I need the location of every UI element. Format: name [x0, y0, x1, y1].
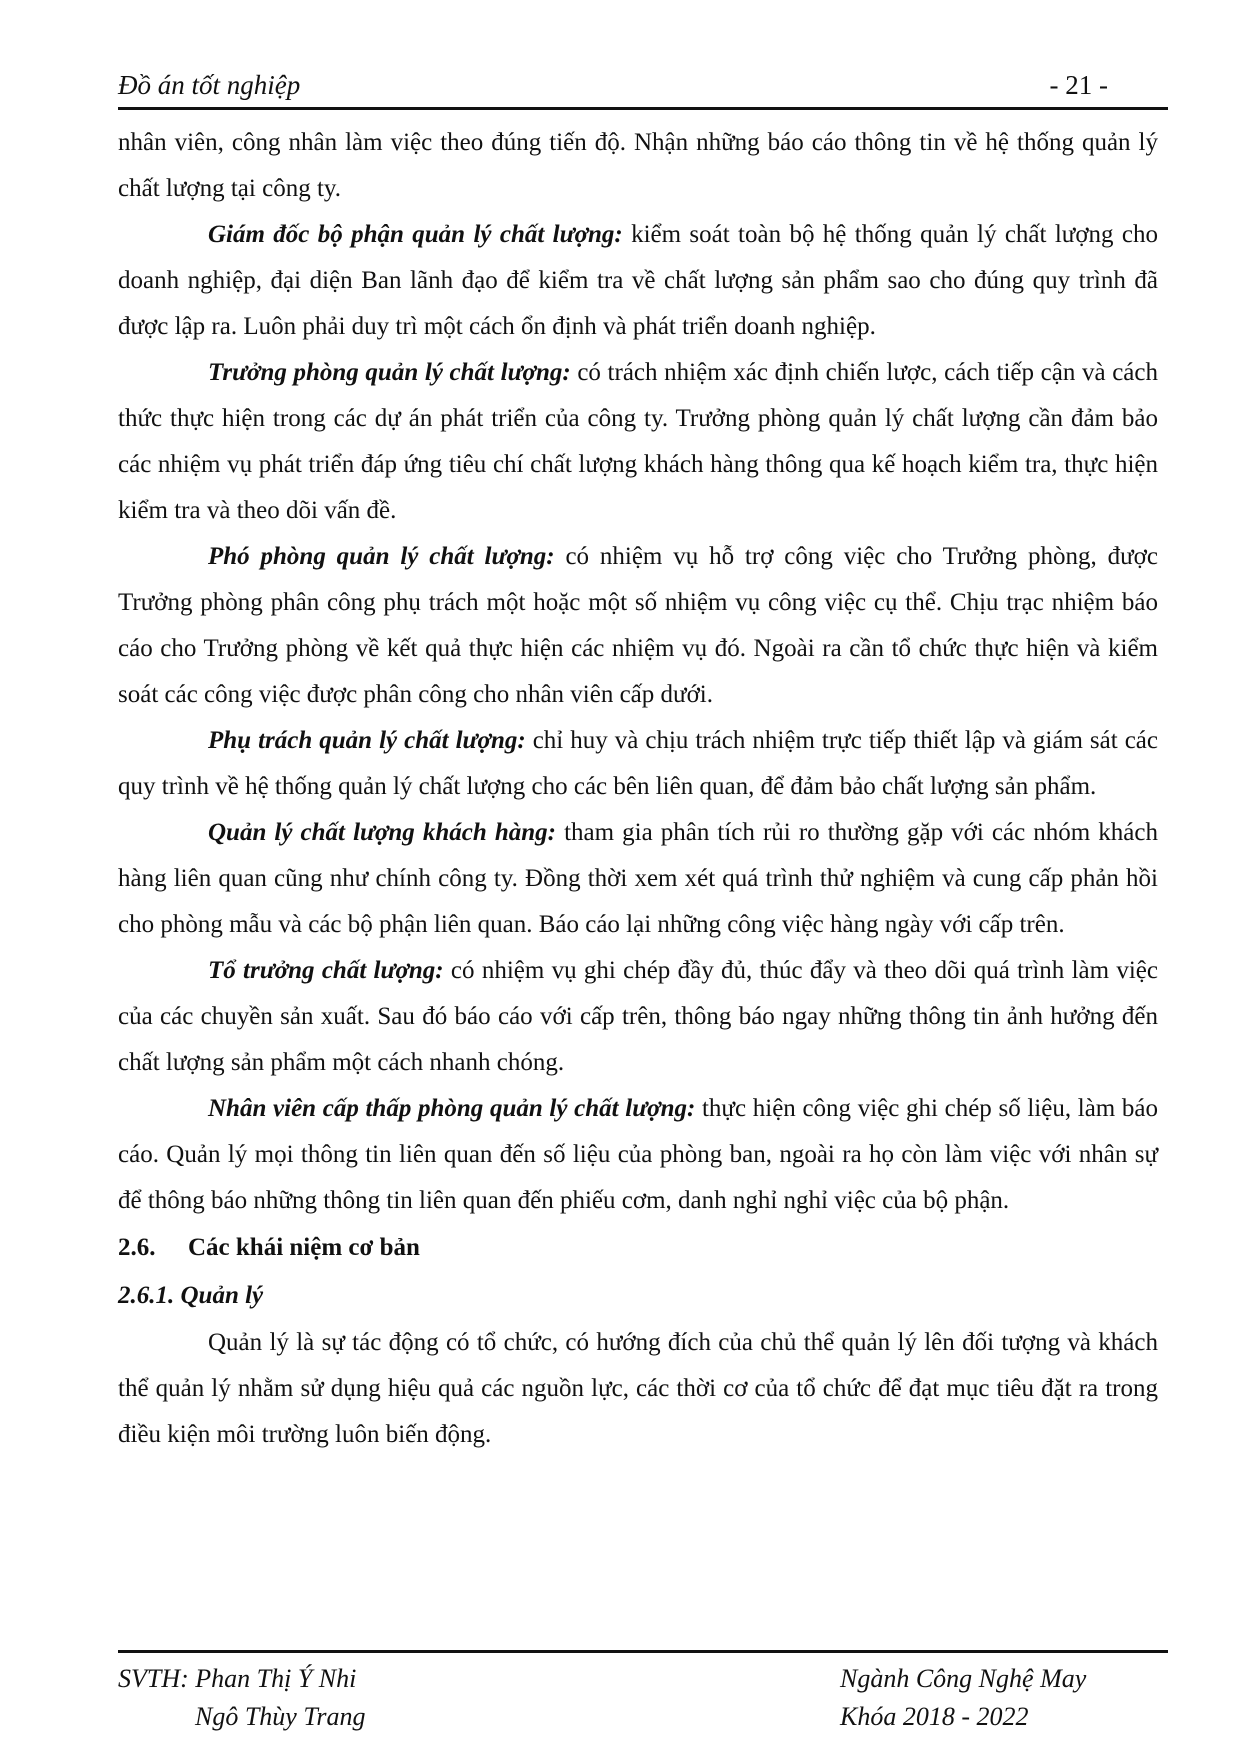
role-text: thực hiện công việc ghi chép số liệu, làm báo cáo. Quản lý mọi thông tin liên quan đến số liệu của phòng ban, ngoài ra họ còn làm việc với nhân sự để thông báo những thông tin liên quan đến phiếu cơm, danh nghỉ nghỉ việc của bộ phận.	[118, 1095, 1158, 1214]
footer-divider	[118, 1650, 1168, 1653]
role-text: có nhiệm vụ hỗ trợ công việc cho Trưởng phòng, được Trưởng phòng phân công phụ trách một hoặc một số nhiệm vụ công việc cụ thể. Chịu trạc nhiệm báo cáo cho Trưởng phòng về kết quả thực hiện các nhiệm vụ đó. Ngoài ra cần tổ chức thực hiện và kiểm soát các công việc được phân công cho nhân viên cấp dưới.	[118, 543, 1158, 708]
role-term: Phó phòng quản lý chất lượng:	[208, 543, 555, 570]
role-term: Trưởng phòng quản lý chất lượng:	[208, 359, 571, 386]
role-paragraph	[118, 718, 1158, 810]
role-paragraph	[118, 1086, 1158, 1224]
section-number: 2.6.	[118, 1234, 156, 1261]
intro-paragraph: nhân viên, công nhân làm việc theo đúng tiến độ. Nhận những báo cáo thông tin về hệ thống quản lý chất lượng tại công ty.	[118, 129, 1158, 202]
section-heading	[118, 1224, 1158, 1272]
document-title: Đồ án tốt nghiệp	[118, 70, 301, 100]
header-divider	[118, 107, 1168, 110]
definition-paragraph: Quản lý là sự tác động có tổ chức, có hướng đích của chủ thể quản lý lên đối tượng và khách thể quản lý nhằm sử dụng hiệu quả các nguồn lực, các thời cơ của tổ chức để đạt mục tiêu đặt ra trong điều kiện môi trường luôn biến động.	[118, 1329, 1158, 1448]
section-title: Các khái niệm cơ bản	[188, 1234, 420, 1261]
course-label: Khóa 2018 - 2022	[840, 1702, 1029, 1731]
role-text: có nhiệm vụ ghi chép đầy đủ, thúc đẩy và theo dõi quá trình làm việc của các chuyền sản xuất. Sau đó báo cáo với cấp trên, thông báo ngay những thông tin ảnh hưởng đến chất lượng sản phẩm một cách nhanh chóng.	[118, 957, 1159, 1076]
student-line-1: SVTH: Phan Thị Ý Nhi	[118, 1664, 357, 1693]
role-text: chỉ huy và chịu trách nhiệm trực tiếp thiết lập và giám sát các quy trình về hệ thống quản lý chất lượng cho các bên liên quan, để đảm bảo chất lượng sản phẩm.	[118, 727, 1159, 800]
role-text: có trách nhiệm xác định chiến lược, cách tiếp cận và cách thức thực hiện trong các dự án phát triển của công ty. Trưởng phòng quản lý chất lượng cần đảm bảo các nhiệm vụ phát triển đáp ứng tiêu chí chất lượng khách hàng thông qua kế hoạch kiểm tra, thực hiện kiểm tra và theo dõi vấn đề.	[118, 359, 1158, 524]
footer-students	[118, 1660, 366, 1736]
page-number: - 21 -	[1049, 70, 1108, 100]
role-paragraph	[118, 810, 1158, 948]
page-body	[118, 120, 1158, 1458]
major-label: Ngành Công Nghệ May	[840, 1664, 1087, 1693]
subsection-heading: 2.6.1. Quản lý	[118, 1282, 264, 1309]
student-line-2: Ngô Thùy Trang	[195, 1702, 366, 1731]
role-paragraph	[118, 212, 1158, 350]
role-term: Quản lý chất lượng khách hàng:	[208, 819, 556, 846]
role-paragraph	[118, 350, 1158, 534]
role-term: Giám đốc bộ phận quản lý chất lượng:	[208, 221, 623, 248]
role-paragraph	[118, 534, 1158, 718]
footer-program	[840, 1660, 1086, 1736]
page-header	[118, 64, 1168, 104]
role-term: Nhân viên cấp thấp phòng quản lý chất lượng:	[208, 1095, 696, 1122]
role-term: Tổ trưởng chất lượng:	[208, 957, 444, 984]
role-term: Phụ trách quản lý chất lượng:	[208, 727, 526, 754]
role-text: kiểm soát toàn bộ hệ thống quản lý chất lượng cho doanh nghiệp, đại diện Ban lãnh đạo để kiểm tra về chất lượng sản phẩm sao cho đúng quy trình đã được lập ra. Luôn phải duy trì một cách ổn định và phát triển doanh nghiệp.	[118, 221, 1158, 340]
role-paragraph	[118, 948, 1158, 1086]
role-text: tham gia phân tích rủi ro thường gặp với các nhóm khách hàng liên quan cũng như chính công ty. Đồng thời xem xét quá trình thử nghiệm và cung cấp phản hồi cho phòng mẫu và các bộ phận liên quan. Báo cáo lại những công việc hàng ngày với cấp trên.	[118, 819, 1158, 938]
